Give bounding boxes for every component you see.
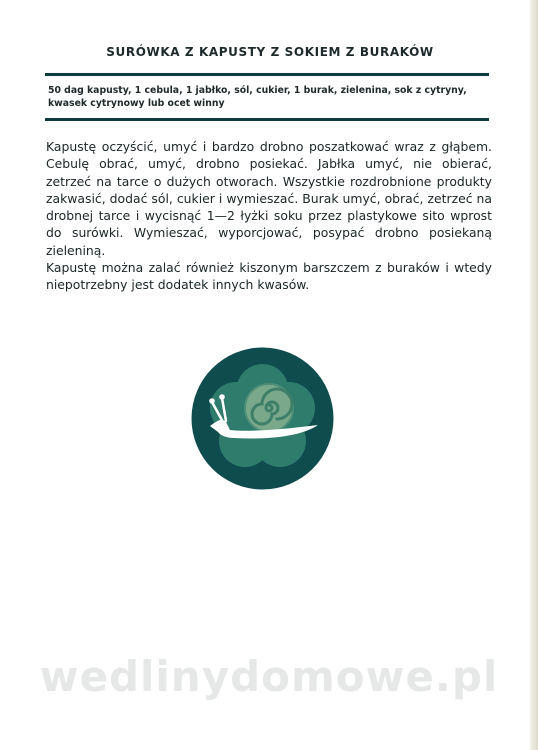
instructions-paragraph: Kapustę oczyścić, umyć i bardzo drobno poszatkować wraz z głąbem. Cebulę obrać, umyć, drobno posiekać. Jabłka umyć, nie obierać, zetrzeć na tarce o dużych otworach. Wszystkie rozdrobnione produkty zakwasić, dodać sól, cukier i wymieszać. Burak umyć, obrać, zetrzeć na drobnej tarce i wycisnąć 1—2 łyżki soku przez plastykowe sito wprost do surówki. Wymieszać, wyporcjować, posypać drobno posiekaną zieleniną. xyxy=(46,139,492,258)
snail-icon xyxy=(190,346,335,491)
page-edge xyxy=(530,0,538,750)
recipe-instructions xyxy=(46,138,492,294)
snail-emblem xyxy=(190,346,335,491)
title-divider xyxy=(45,73,489,76)
variation-paragraph: Kapustę można zalać również kiszonym barszczem z buraków i wtedy niepotrzebny jest dodatek innych kwasów. xyxy=(46,260,492,293)
watermark: wedlinydomowe.pl xyxy=(39,652,499,701)
ingredients-divider xyxy=(45,118,489,121)
recipe-title: SURÓWKA Z KAPUSTY Z SOKIEM Z BURAKÓW xyxy=(106,45,434,59)
ingredients-list: 50 dag kapusty, 1 cebula, 1 jabłko, sól, cukier, 1 burak, zielenina, sok z cytryny, kwasek cytrynowy lub ocet winny xyxy=(48,85,467,109)
